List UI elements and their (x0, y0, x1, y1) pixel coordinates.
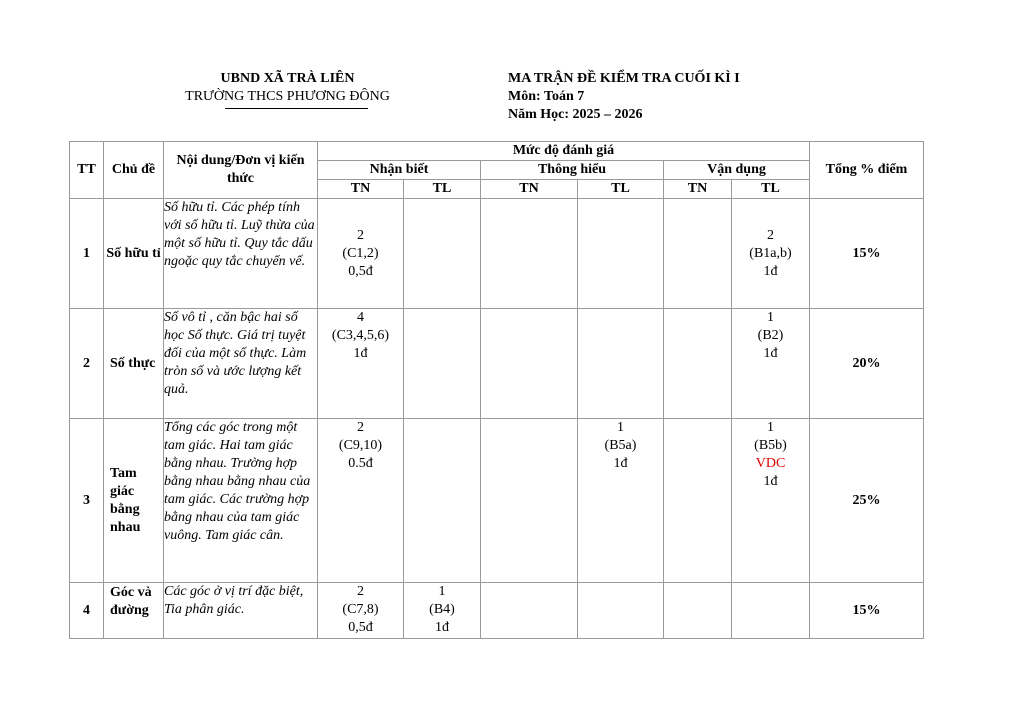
cell-vd-tn (664, 309, 732, 419)
school-year-label: Năm Học: 2025 – 2026 (508, 107, 643, 122)
cell-line: 1 (767, 420, 774, 435)
row-total: 15% (810, 583, 924, 639)
row-content: Số hữu tỉ. Các phép tính với số hữu tỉ. Luỹ thừa của một số hữu tỉ. Quy tắc dấu ngoặc quy tắc chuyển vế. (164, 199, 318, 309)
cell-th-tl (578, 199, 664, 309)
row-total: 15% (810, 199, 924, 309)
cell-line: 0.5đ (348, 456, 373, 471)
col-header-tl: TL (732, 180, 810, 199)
cell-nb-tl (404, 583, 481, 639)
table-row (70, 419, 924, 583)
col-header-tl: TL (404, 180, 481, 199)
cell-th-tn (481, 199, 578, 309)
cell-line: (B4) (429, 602, 455, 617)
cell-line: (C3,4,5,6) (331, 328, 390, 343)
row-topic: Tam giác bằng nhau (104, 419, 164, 583)
header-right (508, 70, 740, 124)
cell-line: (C1,2) (342, 245, 379, 261)
cell-th-tn (481, 309, 578, 419)
cell-vd-tl (732, 583, 810, 639)
cell-th-tl (578, 309, 664, 419)
row-topic (104, 583, 164, 639)
cell-line: 1đ (763, 263, 778, 279)
cell-line: (C9,10) (338, 438, 383, 453)
cell-line: 2 (357, 227, 364, 243)
col-header-tl: TL (578, 180, 664, 199)
table-row (70, 309, 924, 419)
cell-th-tn (481, 419, 578, 583)
cell-line: 2 (767, 227, 774, 243)
cell-line: (B1a,b) (749, 245, 792, 261)
school-name: TRƯỜNG THCS PHƯƠNG ĐÔNG (185, 88, 390, 106)
row-topic: Số hữu tỉ (104, 199, 164, 309)
cell-line: 1 (617, 420, 624, 435)
cell-vd-tn (664, 419, 732, 583)
vdc-label: VDC (755, 456, 786, 471)
cell-line: 2 (357, 584, 364, 599)
subject-label: Môn: Toán 7 (508, 89, 585, 104)
cell-vd-tn (664, 583, 732, 639)
cell-line: (B5a) (604, 438, 637, 453)
cell-line: 1 (438, 584, 446, 599)
row-number: 2 (70, 309, 104, 419)
cell-line: 1đ (353, 346, 368, 361)
cell-line: 1 (767, 310, 774, 325)
cell-nb-tn (318, 199, 404, 309)
row-content: Các góc ở vị trí đặc biệt, Tia phân giác. (164, 583, 318, 639)
cell-line: 2 (357, 420, 364, 435)
cell-line: 1đ (435, 620, 449, 635)
row-number: 4 (70, 583, 104, 639)
table-row (70, 583, 924, 639)
cell-vd-tn (664, 199, 732, 309)
cell-line: (C7,8) (342, 602, 379, 617)
row-number: 1 (70, 199, 104, 309)
header-left (150, 70, 425, 106)
row-total: 20% (810, 309, 924, 419)
cell-th-tl (578, 583, 664, 639)
row-content: Số vô tỉ , căn bậc hai số học Số thực. Giá trị tuyệt đối của một số thực. Làm tròn số và ước lượng kết quả. (164, 309, 318, 419)
school-underline (225, 108, 368, 109)
col-header-understanding: Thông hiểu (481, 161, 664, 180)
cell-line: 1đ (613, 456, 628, 471)
col-header-content: Nội dung/Đơn vị kiến thức (164, 142, 318, 199)
col-header-topic: Chủ đề (104, 142, 164, 199)
row-topic: Số thực (104, 309, 164, 419)
cell-line: (B5b) (754, 438, 787, 453)
cell-nb-tn (318, 419, 404, 583)
cell-nb-tl (404, 309, 481, 419)
cell-nb-tn (318, 583, 404, 639)
col-header-application: Vận dụng (664, 161, 810, 180)
cell-th-tl (578, 419, 664, 583)
authority-name: UBND XÃ TRÀ LIÊN (220, 71, 355, 86)
cell-vd-tl (732, 199, 810, 309)
row-total: 25% (810, 419, 924, 583)
header-row-1 (70, 142, 924, 161)
col-header-level: Mức độ đánh giá (318, 142, 810, 161)
assessment-matrix-table (69, 141, 924, 639)
col-header-total: Tổng % điểm (810, 142, 924, 199)
document-title: MA TRẬN ĐỀ KIỂM TRA CUỐI KÌ I (508, 71, 740, 86)
cell-line: 0,5đ (348, 620, 373, 635)
col-header-tt: TT (70, 142, 104, 199)
row-number: 3 (70, 419, 104, 583)
cell-th-tn (481, 583, 578, 639)
row-content: Tổng các góc trong một tam giác. Hai tam giác bằng nhau. Trường hợp bằng nhau bằng nhau của tam giác. Các trường hợp bằng nhau của tam giác vuông. Tam giác cân. (164, 419, 318, 583)
cell-line: 1đ (763, 346, 778, 361)
cell-nb-tl (404, 199, 481, 309)
table-row (70, 199, 924, 309)
cell-vd-tl (732, 419, 810, 583)
cell-nb-tl (404, 419, 481, 583)
col-header-tn: TN (481, 180, 578, 199)
cell-line: 4 (357, 310, 364, 325)
col-header-recognition: Nhận biết (318, 161, 481, 180)
cell-nb-tn (318, 309, 404, 419)
cell-line: (B2) (757, 328, 784, 343)
cell-vd-tl (732, 309, 810, 419)
col-header-tn: TN (318, 180, 404, 199)
cell-line: 1đ (763, 474, 778, 489)
cell-line: 0,5đ (348, 263, 373, 279)
topic-text: Góc và đường (110, 584, 152, 618)
col-header-tn: TN (664, 180, 732, 199)
